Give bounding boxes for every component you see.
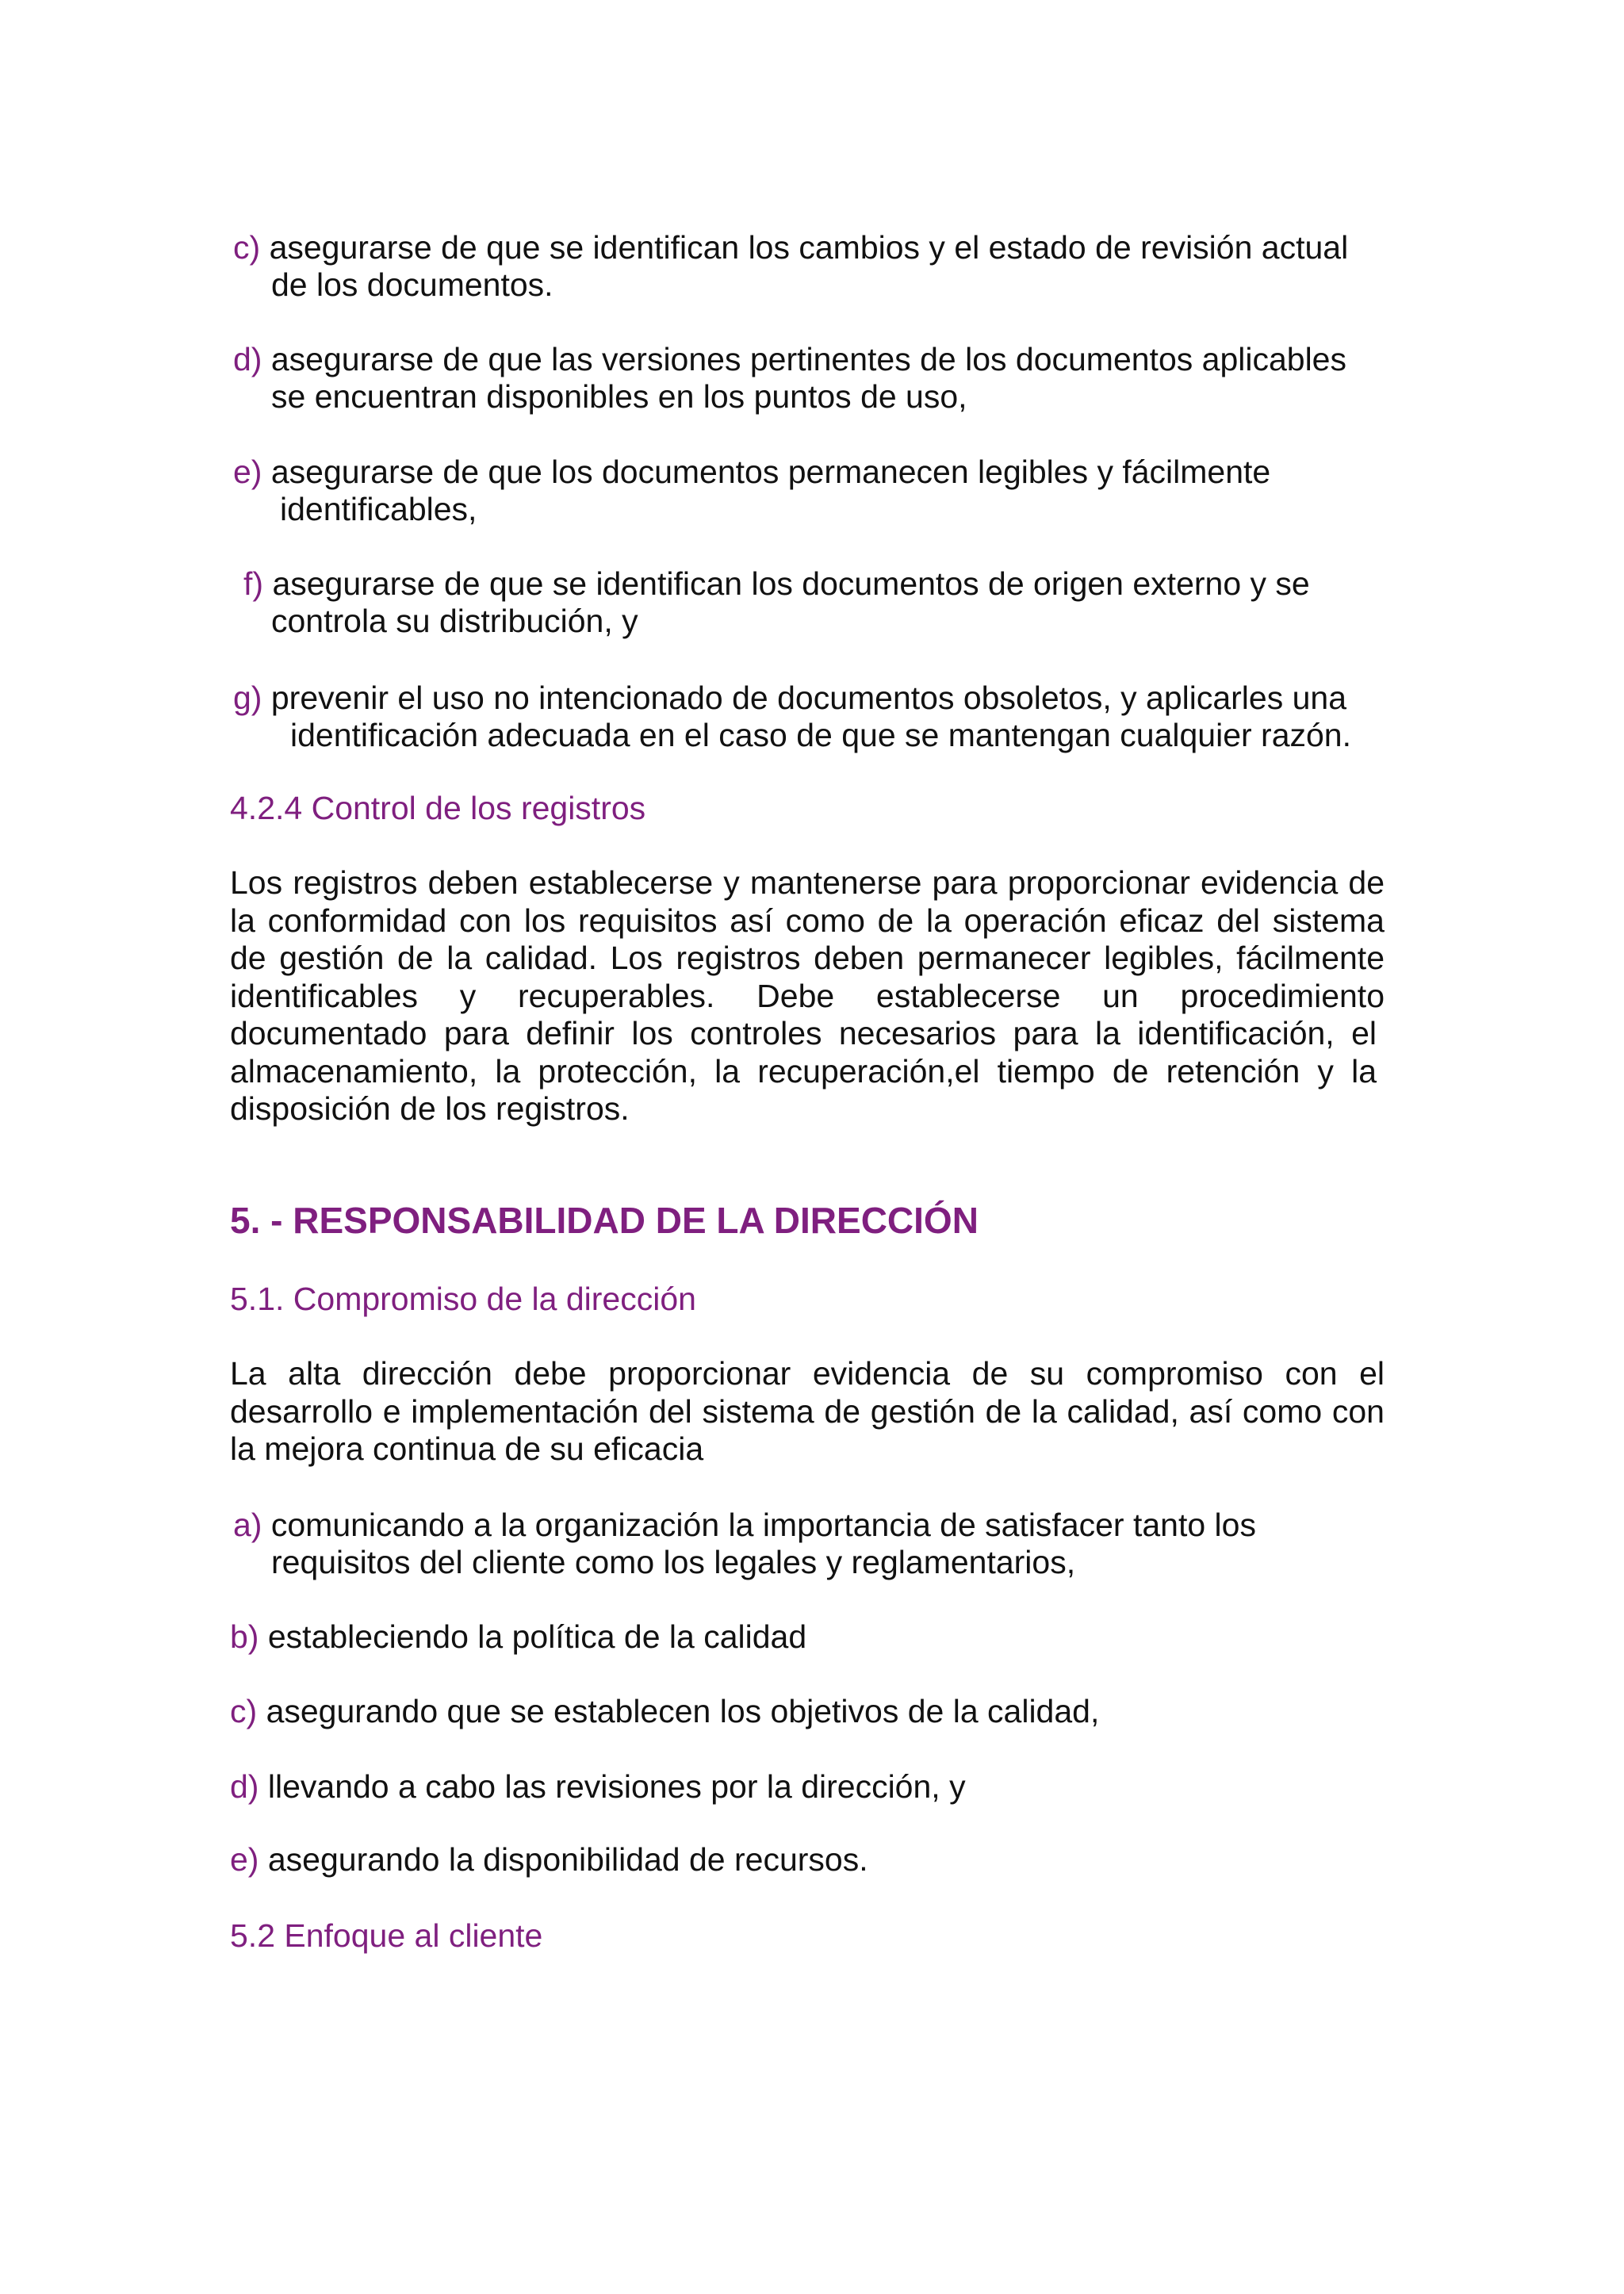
list-item-label: c) [233, 229, 261, 266]
list-item-line [230, 1618, 806, 1656]
list-item-label: b) [230, 1618, 259, 1655]
list-item-line [233, 341, 1346, 378]
list-item [243, 565, 1310, 640]
list-item-label: d) [233, 341, 262, 377]
list-item-text: se encuentran disponibles en los puntos de uso, [271, 378, 967, 415]
list-item-label: g) [233, 680, 262, 716]
paragraph-line: la mejora continua de su eficacia [230, 1430, 704, 1467]
list-item-text: asegurando que se establecen los objetivos de la calidad, [266, 1693, 1100, 1729]
list-item-line [230, 1841, 868, 1878]
list-item-line [230, 1768, 966, 1806]
list-item-text: asegurarse de que los documentos permanecen legibles y fácilmente [270, 454, 1271, 490]
list-item [230, 1768, 966, 1806]
list-item-label: e) [233, 454, 262, 490]
list-item [233, 680, 1351, 754]
section-heading: 5.1. Compromiso de la dirección [230, 1281, 696, 1317]
list-item [230, 1618, 806, 1656]
list-item [233, 454, 1270, 528]
list-item-line [233, 229, 1348, 266]
paragraph [230, 1355, 1385, 1469]
list-item-line [233, 680, 1351, 717]
paragraph [230, 864, 1385, 1128]
list-item [233, 1507, 1256, 1581]
list-item [230, 1693, 1099, 1730]
list-item-text: asegurarse de que se identifican los documentos de origen externo y se [272, 565, 1310, 602]
list-item-label: e) [230, 1841, 259, 1878]
paragraph-line: documentado para definir los controles necesarios para la identificación, el [230, 1015, 1377, 1051]
list-item-label: a) [233, 1507, 262, 1543]
chapter-heading: 5. - RESPONSABILIDAD DE LA DIRECCIÓN [230, 1200, 979, 1241]
list-item [230, 1841, 868, 1878]
list-item-line [230, 1693, 1099, 1730]
list-item-text: identificables, [280, 491, 477, 527]
paragraph-line: Los registros deben establecerse y mantenerse para proporcionar evidencia de [230, 864, 1385, 901]
paragraph-line: La alta dirección debe proporcionar evidencia de su compromiso con el [230, 1355, 1385, 1392]
paragraph-line: desarrollo e implementación del sistema de gestión de la calidad, así como con [230, 1392, 1385, 1430]
paragraph-line: de gestión de la calidad. Los registros deben permanecer legibles, fácilmente [230, 940, 1385, 976]
list-item [233, 229, 1348, 304]
list-item-line [233, 454, 1270, 491]
paragraph-line: disposición de los registros. [230, 1090, 630, 1127]
list-item-label: d) [230, 1768, 259, 1805]
list-item-text: asegurarse de que las versiones pertinentes de los documentos aplicables [270, 341, 1346, 377]
list-item [233, 341, 1346, 416]
list-item-text: asegurando la disponibilidad de recursos. [267, 1841, 868, 1878]
paragraph-line: almacenamiento, la protección, la recuperación,el tiempo de retención y la [230, 1052, 1377, 1090]
list-item-label: c) [230, 1693, 258, 1729]
section-heading: 5.2 Enfoque al cliente [230, 1917, 543, 1954]
list-item-text: prevenir el uso no intencionado de documentos obsoletos, y aplicarles una [270, 680, 1347, 716]
list-item-text: de los documentos. [271, 266, 553, 303]
paragraph-line: identificables y recuperables. Debe establecerse un procedimiento [230, 977, 1385, 1014]
list-item-text: asegurarse de que se identifican los cambios y el estado de revisión actual [269, 229, 1349, 266]
list-item-text: llevando a cabo las revisiones por la dirección, y [267, 1768, 966, 1805]
list-item-text: estableciendo la política de la calidad [267, 1618, 807, 1655]
list-item-text: controla su distribución, y [271, 603, 638, 639]
list-item-label: f) [243, 565, 264, 602]
list-item-line [243, 565, 1310, 603]
list-item-text: identificación adecuada en el caso de que se mantengan cualquier razón. [290, 717, 1351, 753]
section-heading: 4.2.4 Control de los registros [230, 790, 646, 826]
list-item-line [233, 1507, 1256, 1544]
paragraph-line: la conformidad con los requisitos así como de la operación eficaz del sistema [230, 902, 1385, 939]
list-item-text: comunicando a la organización la importancia de satisfacer tanto los [270, 1507, 1256, 1543]
list-item-text: requisitos del cliente como los legales y reglamentarios, [271, 1544, 1076, 1580]
